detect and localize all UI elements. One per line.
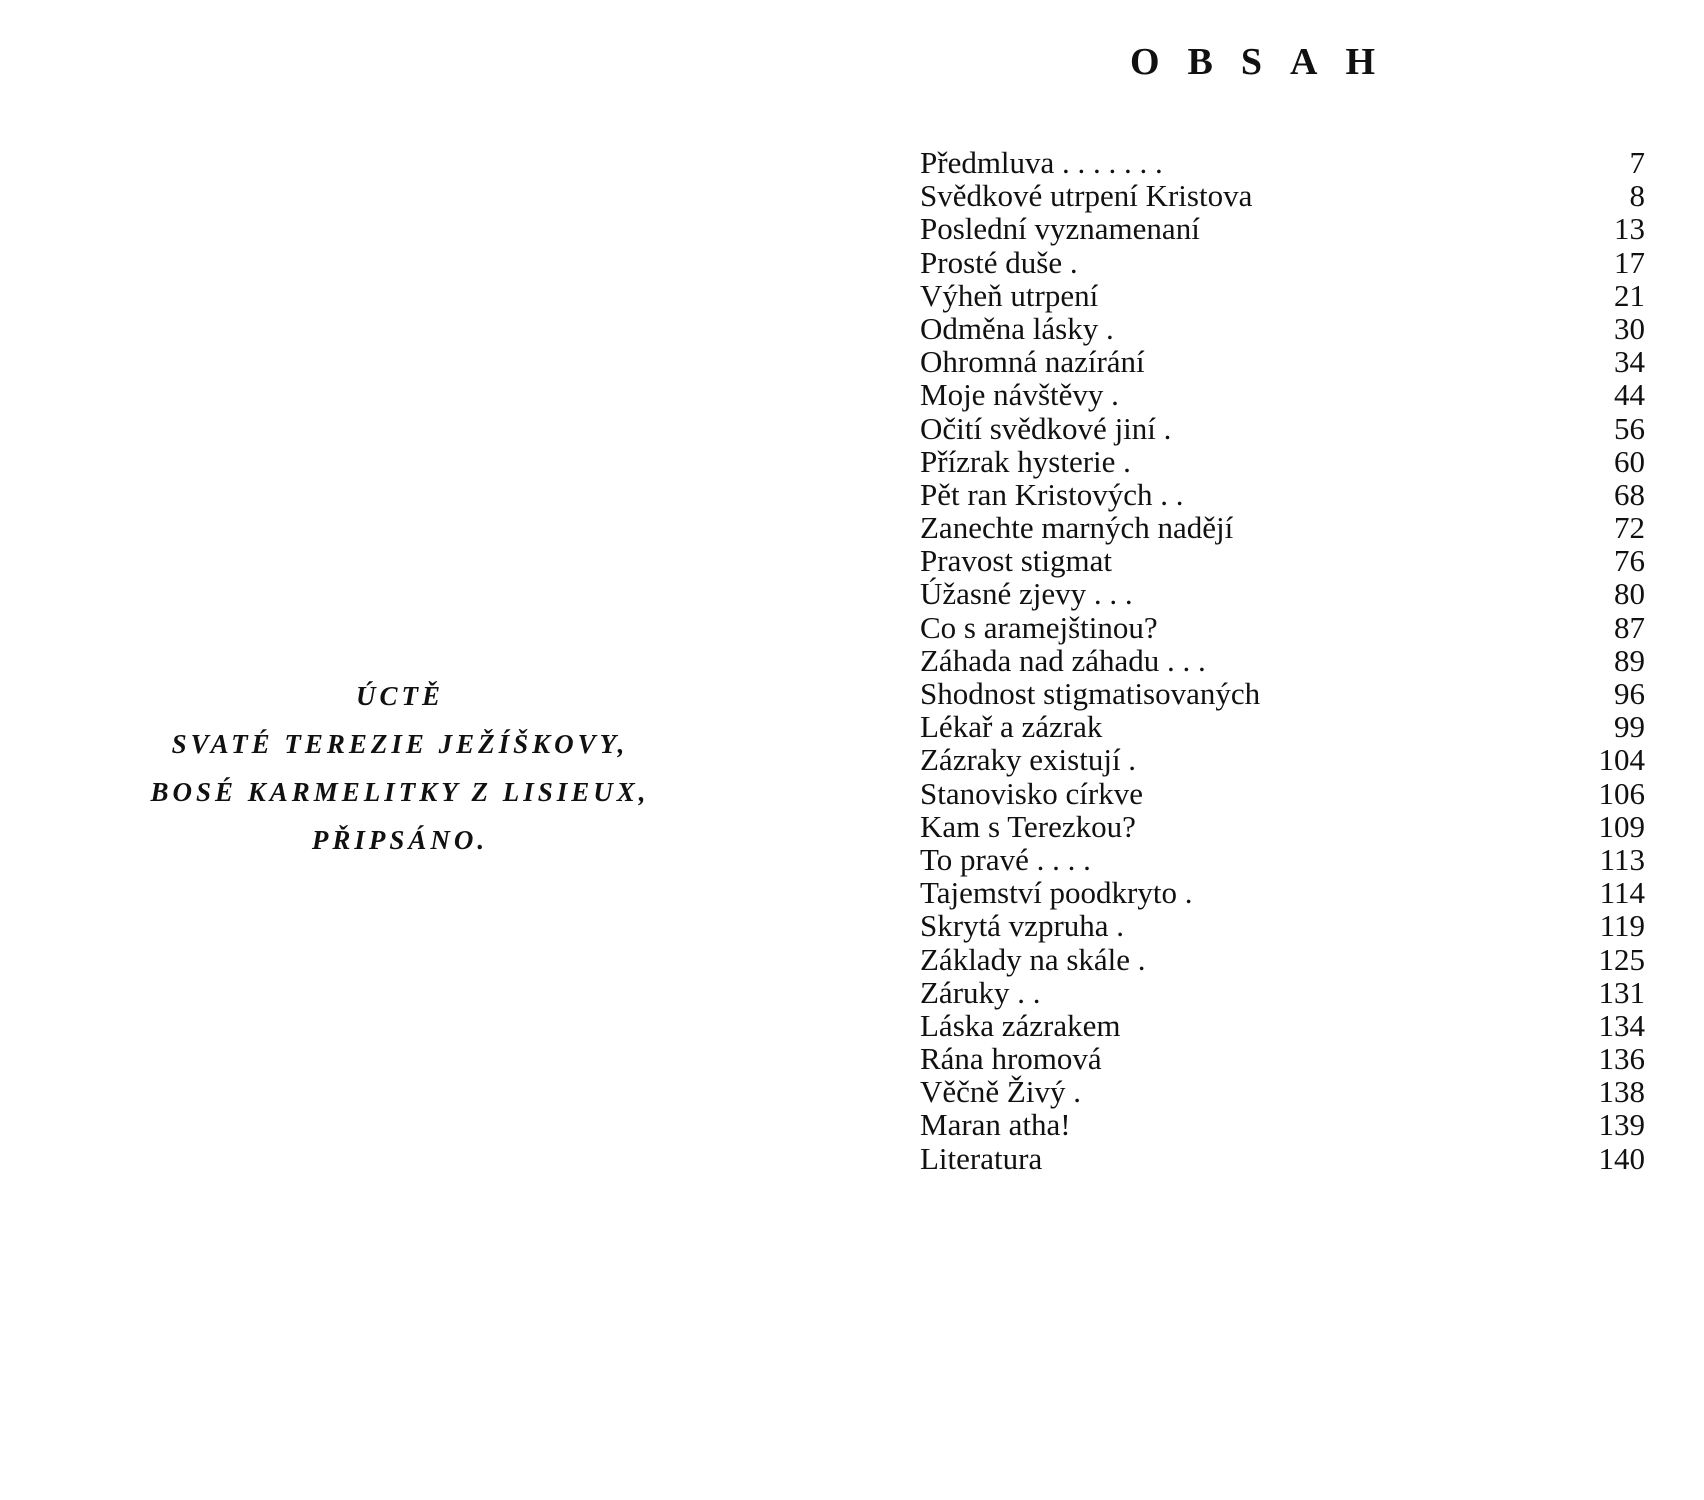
toc-entry-title: Přízrak hysterie . (920, 443, 1131, 479)
toc-entry-title: Pět ran Kristových . . (920, 476, 1184, 512)
toc-entry-page: 13 (1614, 211, 1645, 247)
toc-entry-page: 99 (1614, 709, 1645, 745)
toc-entry-page: 140 (1598, 1140, 1645, 1176)
toc-entry-page: 34 (1614, 344, 1645, 380)
toc-entry-title: Ohromná nazírání (920, 344, 1145, 380)
toc-entry (920, 976, 1645, 1009)
toc-entry (920, 1009, 1645, 1042)
toc-entry-title: Svědkové utrpení Kristova (920, 178, 1253, 214)
toc-entry (920, 777, 1645, 810)
toc-entry-page: 72 (1614, 510, 1645, 546)
toc-entry-page: 76 (1614, 543, 1645, 579)
toc-entry-page: 109 (1598, 808, 1645, 844)
toc-entry-page: 134 (1598, 1007, 1645, 1043)
toc-entry-title: Láska zázrakem (920, 1007, 1121, 1043)
toc-entry-page: 139 (1598, 1107, 1645, 1143)
toc-entry-page: 119 (1599, 908, 1645, 944)
toc-entry-title: To pravé . . . . (920, 841, 1091, 877)
toc-entry-title: Tajemství poodkryto . (920, 875, 1193, 911)
toc-entry (920, 445, 1645, 478)
toc-entry (920, 644, 1645, 677)
toc-entry (920, 810, 1645, 843)
toc-entry-page: 56 (1614, 410, 1645, 446)
toc-entry-title: Odměna lásky . (920, 310, 1114, 346)
toc-entry-page: 17 (1614, 244, 1645, 280)
toc-entry-page: 80 (1614, 576, 1645, 612)
toc-entry (920, 212, 1645, 245)
toc-entry-page: 68 (1614, 476, 1645, 512)
toc-title: OBSAH (1130, 41, 1404, 83)
toc-entry (920, 279, 1645, 312)
toc-entry (920, 146, 1645, 179)
toc-entry (920, 611, 1645, 644)
toc-entry-title: Zázraky existují . (920, 742, 1137, 778)
toc-entry (920, 710, 1645, 743)
toc-entry (920, 378, 1645, 411)
toc-entry (920, 412, 1645, 445)
toc-entry-title: Lékař a zázrak (920, 709, 1103, 745)
toc-entry-page: 89 (1614, 642, 1645, 678)
toc-entry-title: Rána hromová (920, 1041, 1102, 1077)
toc-entry (920, 1075, 1645, 1108)
toc-entry (920, 943, 1645, 976)
toc-entry-title: Záruky . . (920, 974, 1041, 1010)
table-of-contents (920, 146, 1645, 1175)
toc-entry-title: Co s aramejštinou? (920, 609, 1158, 645)
toc-entry (920, 478, 1645, 511)
dedication-line: SVATÉ TEREZIE JEŽÍŠKOVY, (171, 729, 629, 759)
toc-entry-page: 114 (1599, 875, 1645, 911)
toc-entry-title: Věčně Živý . (920, 1074, 1081, 1110)
toc-entry-page: 136 (1598, 1041, 1645, 1077)
dedication-line: PŘIPSÁNO. (311, 825, 489, 855)
toc-entry-title: Moje návštěvy . (920, 377, 1119, 413)
toc-entry-page: 131 (1598, 974, 1645, 1010)
toc-entry (920, 511, 1645, 544)
toc-entry-title: Prosté duše . (920, 244, 1078, 280)
toc-entry-title: Předmluva . . . . . . . (920, 145, 1163, 180)
toc-entry (920, 345, 1645, 378)
toc-entry (920, 246, 1645, 279)
toc-entry-title: Zanechte marných nadějí (920, 510, 1234, 546)
dedication-line: BOSÉ KARMELITKY Z LISIEUX, (150, 777, 650, 807)
toc-entry-title: Záhada nad záhadu . . . (920, 642, 1206, 678)
toc-entry-page: 21 (1614, 277, 1645, 313)
toc-entry (920, 1142, 1645, 1175)
toc-entry-title: Očití svědkové jiní . (920, 410, 1172, 446)
toc-entry (920, 1108, 1645, 1141)
toc-entry-title: Shodnost stigmatisovaných (920, 676, 1261, 711)
toc-entry-page: 96 (1614, 676, 1645, 711)
toc-entry (920, 843, 1645, 876)
toc-entry (920, 179, 1645, 212)
toc-entry-title: Literatura (920, 1140, 1043, 1176)
toc-entry-title: Úžasné zjevy . . . (920, 576, 1133, 612)
toc-entry (920, 677, 1645, 710)
toc-entry-title: Poslední vyznamenaní (920, 211, 1200, 247)
toc-entry (920, 909, 1645, 942)
toc-entry-page: 113 (1599, 841, 1645, 877)
toc-entry-page: 7 (1629, 145, 1645, 180)
toc-entry-title: Základy na skále . (920, 941, 1146, 977)
toc-entry-title: Maran atha! (920, 1107, 1071, 1143)
toc-entry-page: 138 (1598, 1074, 1645, 1110)
toc-entry (920, 876, 1645, 909)
toc-entry-page: 60 (1614, 443, 1645, 479)
dedication (60, 672, 740, 864)
toc-entry (920, 312, 1645, 345)
toc-entry-page: 87 (1614, 609, 1645, 645)
toc-entry-page: 44 (1614, 377, 1645, 413)
toc-entry-page: 104 (1598, 742, 1645, 778)
toc-entry-title: Skrytá vzpruha . (920, 908, 1125, 944)
toc-entry-title: Stanovisko církve (920, 775, 1143, 811)
dedication-line: ÚCTĚ (355, 681, 444, 711)
toc-entry (920, 577, 1645, 610)
toc-entry (920, 544, 1645, 577)
toc-entry (920, 1042, 1645, 1075)
toc-entry-title: Výheň utrpení (920, 277, 1099, 313)
toc-entry-page: 106 (1598, 775, 1645, 811)
toc-entry-title: Pravost stigmat (920, 543, 1113, 579)
toc-entry-title: Kam s Terezkou? (920, 808, 1136, 844)
toc-entry-page: 125 (1598, 941, 1645, 977)
toc-entry-page: 30 (1614, 310, 1645, 346)
toc-entry (920, 743, 1645, 776)
toc-entry-page: 8 (1629, 178, 1645, 214)
